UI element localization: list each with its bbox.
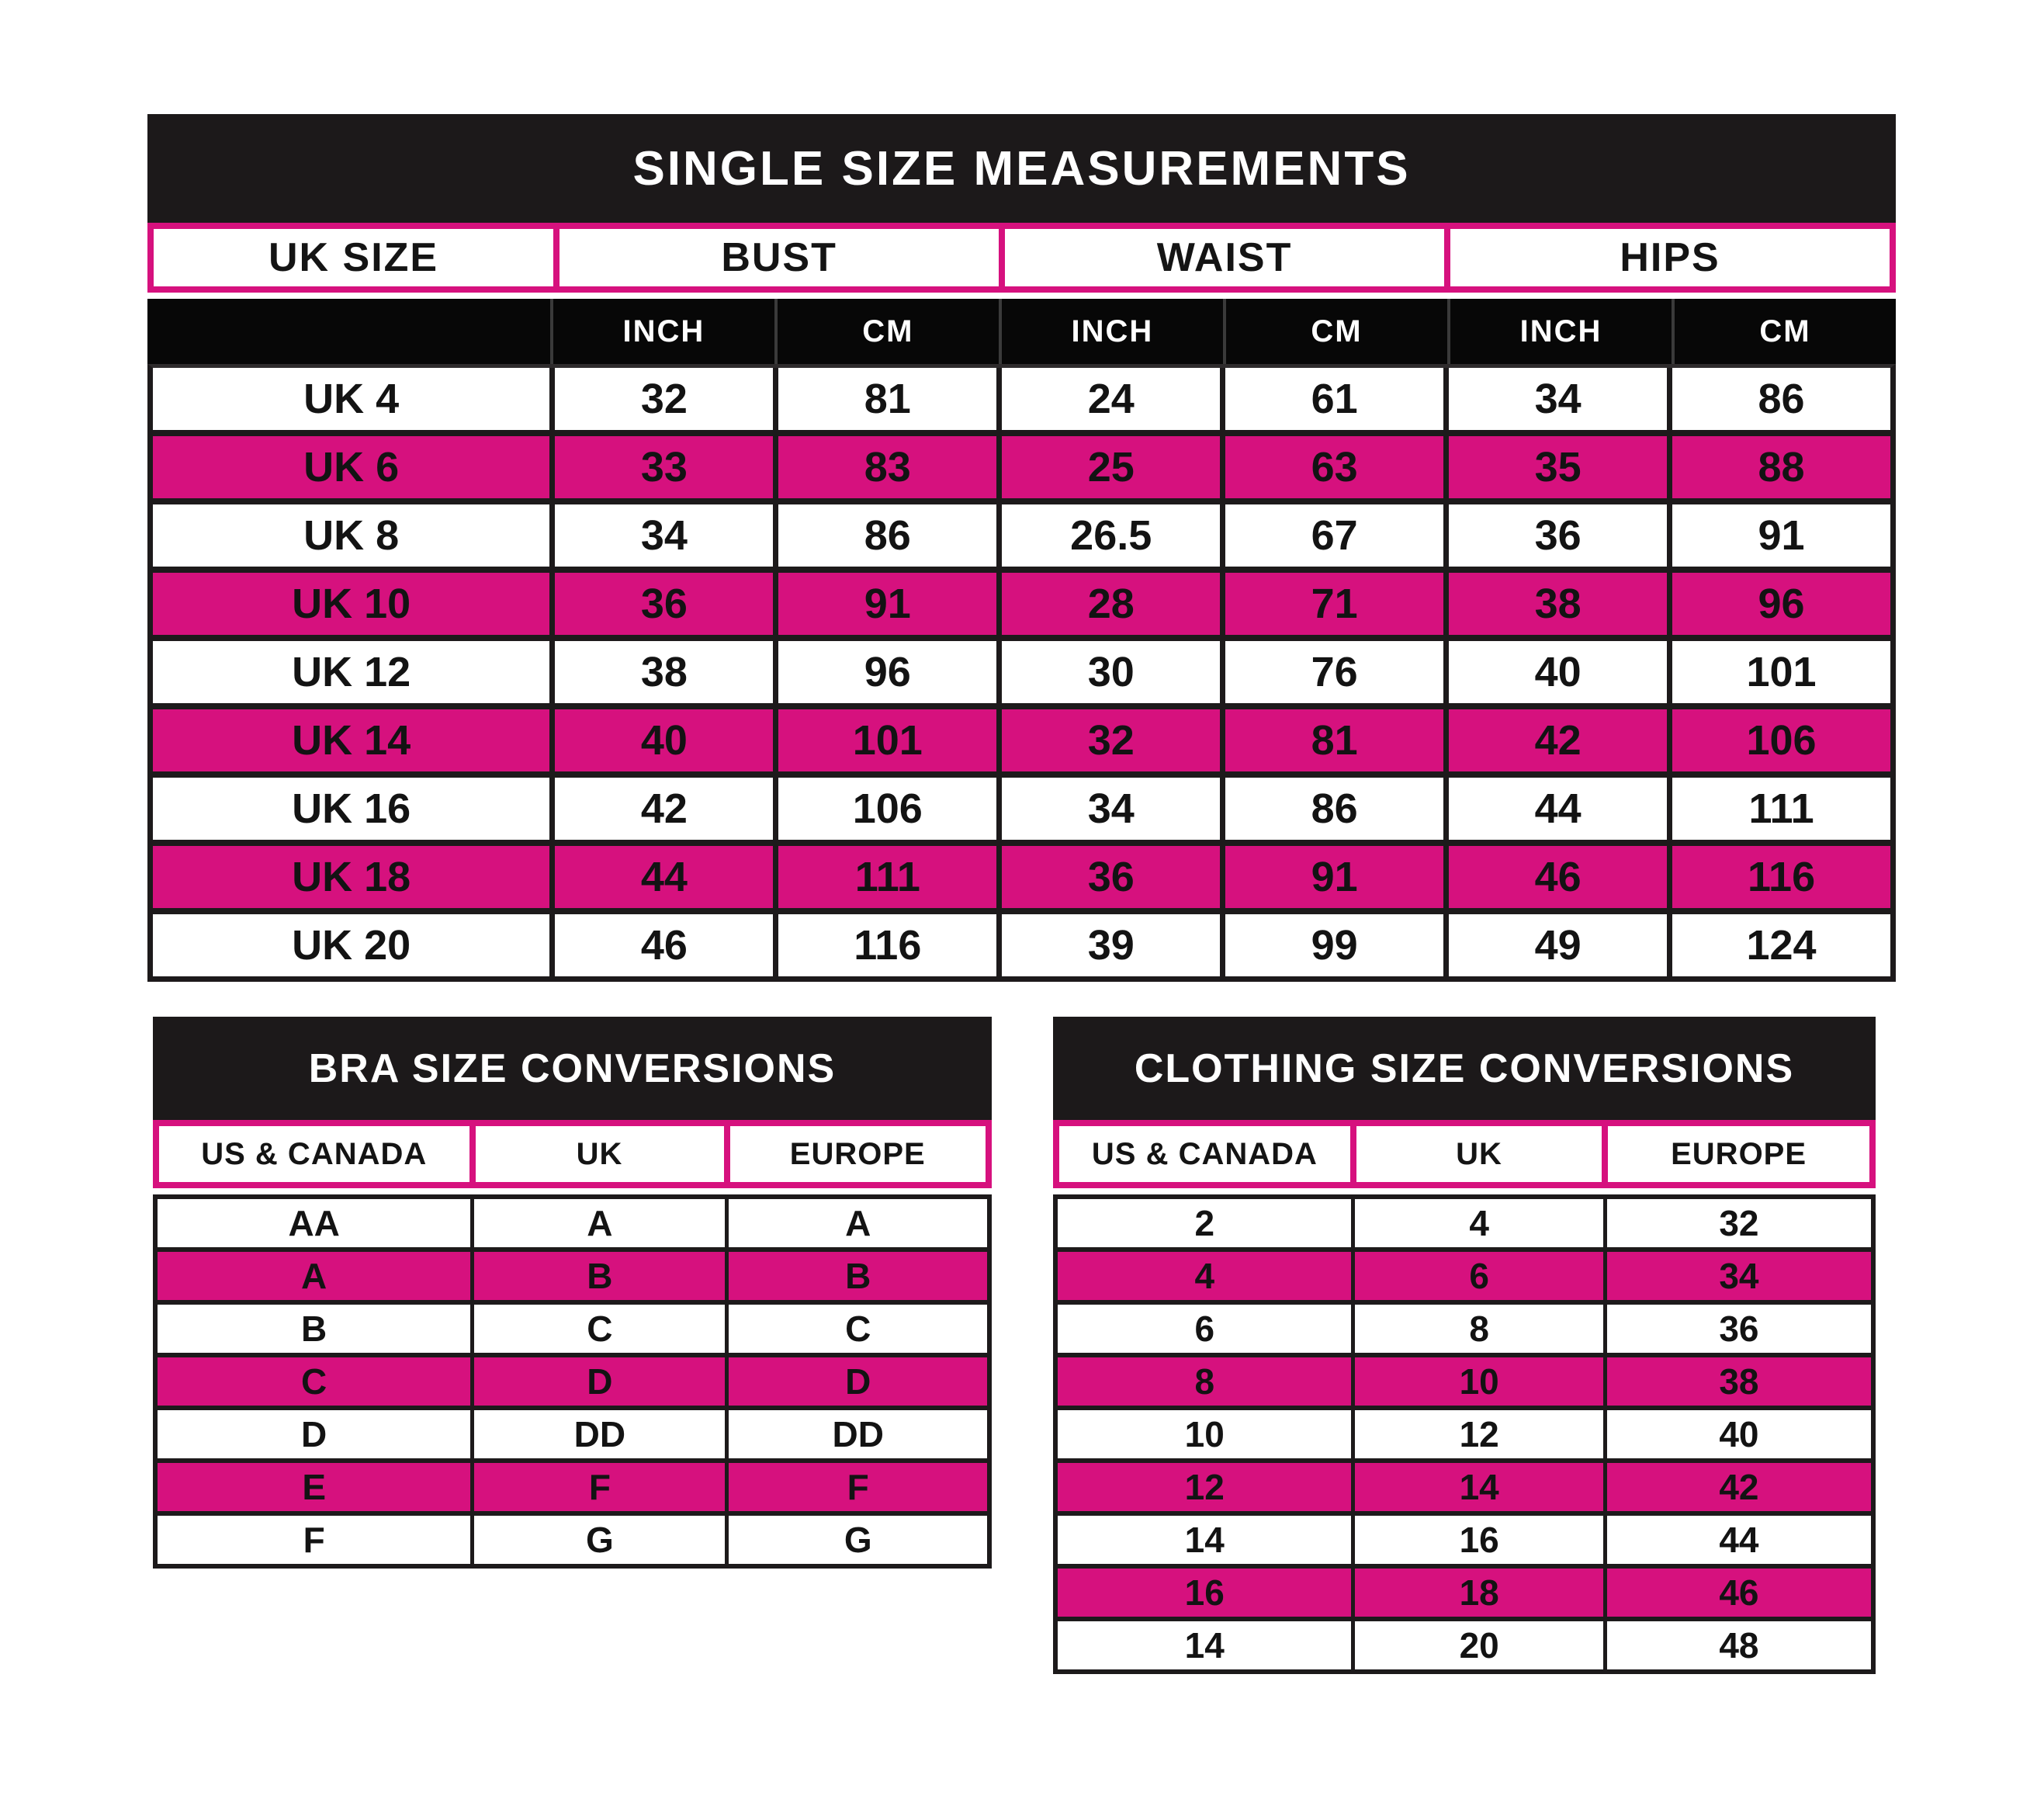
measurement-cell: 40	[1443, 641, 1667, 703]
clothing-size-cell: 12	[1184, 1467, 1225, 1507]
bra-size-cell: F	[470, 1463, 725, 1511]
clothing-size-cell: 12	[1351, 1410, 1602, 1458]
spacer	[1053, 1188, 1876, 1194]
measurement-cell: 46	[549, 914, 773, 976]
uk-size-cell: UK 12	[292, 649, 411, 695]
bra-size-cell: C	[301, 1361, 327, 1402]
clothing-size-cell: 14	[1184, 1520, 1225, 1560]
clothing-table-row	[1058, 1247, 1871, 1300]
bra-size-cell: B	[725, 1252, 987, 1300]
uk-size-cell: UK 10	[292, 581, 411, 627]
measurement-cell: 81	[1220, 709, 1443, 771]
clothing-size-cell: 42	[1603, 1463, 1871, 1511]
uk-size-cell: UK 4	[303, 376, 400, 422]
clothing-size-cell: 8	[1194, 1361, 1215, 1402]
measurement-cell: 34	[1443, 368, 1667, 430]
main-table-row	[153, 430, 1890, 498]
bra-size-cell: F	[303, 1520, 325, 1560]
bra-size-cell: DD	[725, 1410, 987, 1458]
clothing-header-cell-us-canada: US & CANADA	[1059, 1126, 1350, 1182]
clothing-size-cell: 48	[1603, 1621, 1871, 1669]
measurement-cell: 99	[1220, 914, 1443, 976]
main-table-row	[153, 840, 1890, 908]
measurement-cell: 124	[1667, 914, 1890, 976]
main-header-cell-hips: HIPS	[1450, 229, 1890, 286]
bra-header-cell-us-canada: US & CANADA	[159, 1126, 469, 1182]
measurement-cell: 35	[1443, 436, 1667, 498]
clothing-table-row	[1058, 1199, 1871, 1247]
clothing-size-cell: 6	[1194, 1309, 1215, 1349]
measurement-cell: 38	[1443, 573, 1667, 635]
main-table-header-row	[147, 223, 1896, 293]
measurement-cell: 63	[1220, 436, 1443, 498]
clothing-size-cell: 16	[1184, 1572, 1225, 1613]
uk-size-cell: UK 14	[292, 717, 411, 764]
unit-cell-waist-cm: CM	[1223, 299, 1447, 364]
main-table-title: SINGLE SIZE MEASUREMENTS	[147, 114, 1896, 223]
bra-size-cell: B	[301, 1309, 327, 1349]
bra-size-conversions-table	[153, 1017, 992, 1569]
bra-header-cell-europe: EUROPE	[730, 1126, 986, 1182]
measurement-cell: 34	[549, 504, 773, 567]
clothing-size-cell: 40	[1603, 1410, 1871, 1458]
bra-size-cell: D	[470, 1357, 725, 1406]
clothing-table-row	[1058, 1564, 1871, 1617]
measurement-cell: 83	[773, 436, 996, 498]
clothing-size-cell: 20	[1351, 1621, 1602, 1669]
measurement-cell: 96	[1667, 573, 1890, 635]
measurement-cell: 76	[1220, 641, 1443, 703]
main-header-cell-waist: WAIST	[1005, 229, 1444, 286]
main-table-row	[153, 368, 1890, 430]
spacer	[147, 293, 1896, 299]
main-header-cell-bust: BUST	[560, 229, 999, 286]
measurement-cell: 91	[1220, 846, 1443, 908]
clothing-table-row	[1058, 1406, 1871, 1458]
single-size-measurements-table	[147, 114, 1896, 982]
measurement-cell: 71	[1220, 573, 1443, 635]
bra-table-row	[158, 1511, 987, 1564]
main-table-row	[153, 908, 1890, 976]
bra-size-cell: C	[725, 1305, 987, 1353]
bra-table-row	[158, 1458, 987, 1511]
uk-size-cell: UK 16	[292, 785, 411, 832]
measurement-cell: 33	[549, 436, 773, 498]
bra-table-header-row	[153, 1120, 992, 1188]
measurement-cell: 116	[773, 914, 996, 976]
main-table-unit-row	[147, 299, 1896, 364]
clothing-table-row	[1058, 1511, 1871, 1564]
measurement-cell: 88	[1667, 436, 1890, 498]
bra-size-cell: E	[302, 1467, 326, 1507]
clothing-size-cell: 4	[1351, 1199, 1602, 1247]
clothing-size-cell: 8	[1351, 1305, 1602, 1353]
clothing-size-cell: 34	[1603, 1252, 1871, 1300]
uk-size-cell: UK 18	[292, 854, 411, 900]
bra-size-cell: D	[301, 1414, 327, 1454]
main-table-row	[153, 703, 1890, 771]
measurement-cell: 106	[1667, 709, 1890, 771]
bra-size-cell: F	[725, 1463, 987, 1511]
bra-table-row	[158, 1353, 987, 1406]
bra-header-cell-uk: UK	[476, 1126, 724, 1182]
clothing-size-cell: 44	[1603, 1516, 1871, 1564]
measurement-cell: 24	[996, 368, 1220, 430]
bra-table-title: BRA SIZE CONVERSIONS	[153, 1017, 992, 1120]
bra-table-row	[158, 1247, 987, 1300]
bra-size-cell: G	[470, 1516, 725, 1564]
main-table-row	[153, 771, 1890, 840]
bra-size-cell: C	[470, 1305, 725, 1353]
measurement-cell: 116	[1667, 846, 1890, 908]
main-header-cell-uk-size: UK SIZE	[154, 229, 553, 286]
measurement-cell: 86	[773, 504, 996, 567]
clothing-size-cell: 36	[1603, 1305, 1871, 1353]
measurement-cell: 44	[1443, 778, 1667, 840]
clothing-table-header-row	[1053, 1120, 1876, 1188]
bra-table-row	[158, 1406, 987, 1458]
clothing-size-cell: 14	[1184, 1625, 1225, 1666]
measurement-cell: 28	[996, 573, 1220, 635]
bra-size-cell: G	[725, 1516, 987, 1564]
main-table-body	[147, 364, 1896, 982]
clothing-table-row	[1058, 1300, 1871, 1353]
measurement-cell: 46	[1443, 846, 1667, 908]
measurement-cell: 101	[773, 709, 996, 771]
measurement-cell: 91	[1667, 504, 1890, 567]
measurement-cell: 42	[549, 778, 773, 840]
clothing-size-conversions-table	[1053, 1017, 1876, 1674]
clothing-size-cell: 10	[1351, 1357, 1602, 1406]
measurement-cell: 39	[996, 914, 1220, 976]
measurement-cell: 42	[1443, 709, 1667, 771]
measurement-cell: 36	[996, 846, 1220, 908]
measurement-cell: 49	[1443, 914, 1667, 976]
clothing-table-title: CLOTHING SIZE CONVERSIONS	[1053, 1017, 1876, 1120]
unit-cell-waist-inch: INCH	[999, 299, 1223, 364]
measurement-cell: 101	[1667, 641, 1890, 703]
bra-size-cell: AA	[288, 1203, 340, 1243]
measurement-cell: 32	[549, 368, 773, 430]
clothing-size-cell: 18	[1351, 1569, 1602, 1617]
bra-size-cell: DD	[470, 1410, 725, 1458]
bra-size-cell: A	[301, 1256, 327, 1296]
measurement-cell: 38	[549, 641, 773, 703]
measurement-cell: 86	[1220, 778, 1443, 840]
bra-size-cell: D	[725, 1357, 987, 1406]
unit-cell-bust-inch: INCH	[550, 299, 774, 364]
uk-size-cell: UK 6	[303, 444, 400, 491]
measurement-cell: 111	[1667, 778, 1890, 840]
measurement-cell: 26.5	[996, 504, 1220, 567]
clothing-header-cell-uk: UK	[1356, 1126, 1602, 1182]
measurement-cell: 67	[1220, 504, 1443, 567]
clothing-size-cell: 4	[1194, 1256, 1215, 1296]
unit-cell-bust-cm: CM	[774, 299, 999, 364]
unit-cell-hips-inch: INCH	[1447, 299, 1672, 364]
clothing-header-cell-europe: EUROPE	[1608, 1126, 1869, 1182]
clothing-table-row	[1058, 1353, 1871, 1406]
clothing-size-cell: 16	[1351, 1516, 1602, 1564]
bra-table-body	[153, 1194, 992, 1569]
clothing-table-body	[1053, 1194, 1876, 1674]
measurement-cell: 30	[996, 641, 1220, 703]
measurement-cell: 81	[773, 368, 996, 430]
measurement-cell: 34	[996, 778, 1220, 840]
spacer	[153, 1188, 992, 1194]
unit-cell-hips-cm: CM	[1672, 299, 1896, 364]
uk-size-cell: UK 8	[303, 512, 400, 559]
clothing-size-cell: 32	[1603, 1199, 1871, 1247]
bra-size-cell: A	[470, 1199, 725, 1247]
main-table-row	[153, 567, 1890, 635]
bra-table-row	[158, 1199, 987, 1247]
uk-size-cell: UK 20	[292, 922, 411, 969]
clothing-size-cell: 14	[1351, 1463, 1602, 1511]
main-table-row	[153, 635, 1890, 703]
bra-table-row	[158, 1300, 987, 1353]
measurement-cell: 44	[549, 846, 773, 908]
bra-size-cell: A	[725, 1199, 987, 1247]
measurement-cell: 86	[1667, 368, 1890, 430]
measurement-cell: 106	[773, 778, 996, 840]
clothing-table-row	[1058, 1458, 1871, 1511]
measurement-cell: 61	[1220, 368, 1443, 430]
clothing-table-row	[1058, 1617, 1871, 1669]
measurement-cell: 96	[773, 641, 996, 703]
bra-size-cell: B	[470, 1252, 725, 1300]
measurement-cell: 32	[996, 709, 1220, 771]
measurement-cell: 91	[773, 573, 996, 635]
clothing-size-cell: 46	[1603, 1569, 1871, 1617]
clothing-size-cell: 2	[1194, 1203, 1215, 1243]
clothing-size-cell: 38	[1603, 1357, 1871, 1406]
main-table-row	[153, 498, 1890, 567]
measurement-cell: 111	[773, 846, 996, 908]
unit-cell-empty	[147, 299, 550, 364]
measurement-cell: 40	[549, 709, 773, 771]
clothing-size-cell: 10	[1184, 1414, 1225, 1454]
measurement-cell: 36	[549, 573, 773, 635]
clothing-size-cell: 6	[1351, 1252, 1602, 1300]
measurement-cell: 25	[996, 436, 1220, 498]
measurement-cell: 36	[1443, 504, 1667, 567]
